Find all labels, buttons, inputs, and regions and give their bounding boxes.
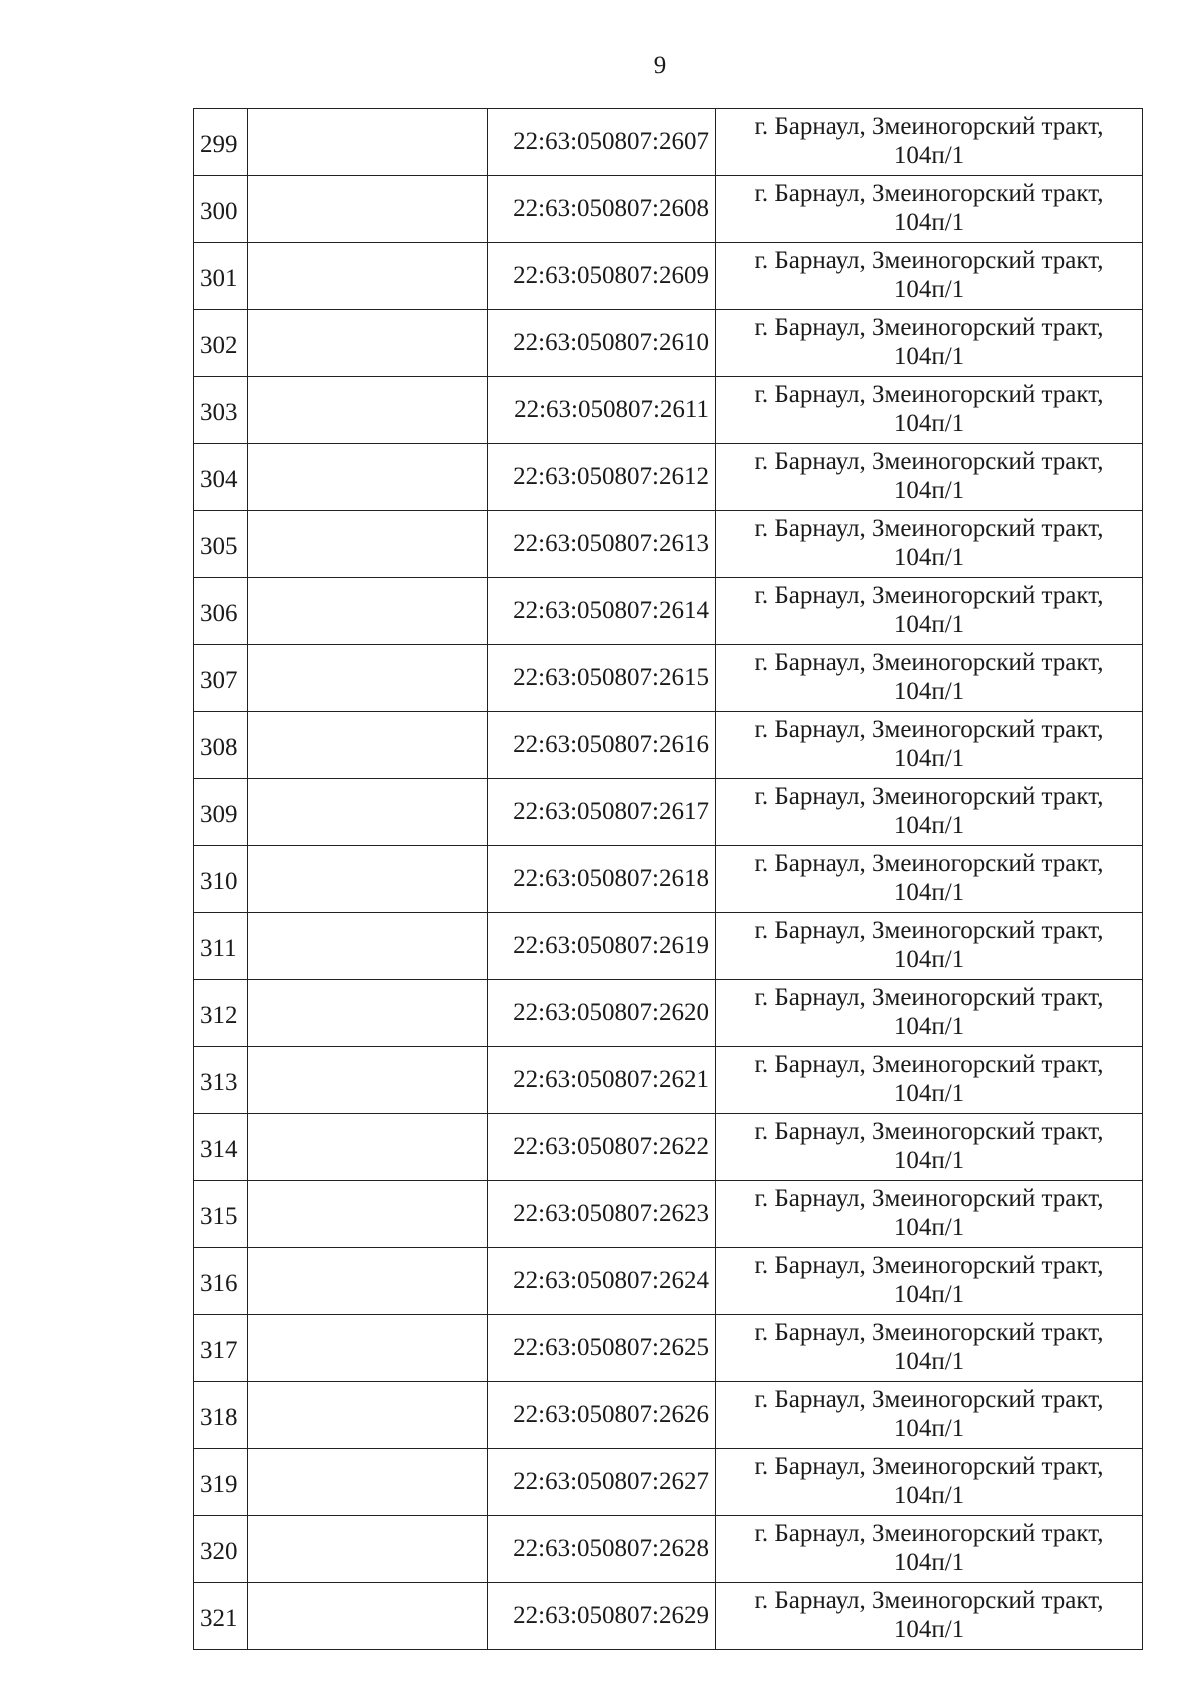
table-row (194, 846, 1143, 913)
row-number-cell: 308 (194, 712, 248, 779)
table-row (194, 377, 1143, 444)
address-line-2: 104п/1 (893, 1214, 965, 1241)
address-line-1: г. Барнаул, Змеиногорский тракт, (754, 1453, 1104, 1481)
address-line-2: 104п/1 (893, 276, 965, 303)
blank-cell (248, 779, 488, 846)
cadastral-number-cell: 22:63:050807:2622 (488, 1114, 716, 1181)
address-cell (716, 712, 1143, 779)
table-row (194, 578, 1143, 645)
cadastral-number-cell: 22:63:050807:2625 (488, 1315, 716, 1382)
address-line-1: г. Барнаул, Змеиногорский тракт, (754, 1051, 1104, 1079)
cadastral-number-cell: 22:63:050807:2607 (488, 109, 716, 176)
address-line-1: г. Барнаул, Змеиногорский тракт, (754, 113, 1104, 141)
row-number-cell: 307 (194, 645, 248, 712)
address-cell (716, 913, 1143, 980)
address-cell (716, 1114, 1143, 1181)
address-line-2: 104п/1 (893, 1147, 965, 1174)
row-number-cell: 319 (194, 1449, 248, 1516)
table-row (194, 980, 1143, 1047)
cadastral-number-cell: 22:63:050807:2619 (488, 913, 716, 980)
blank-cell (248, 712, 488, 779)
blank-cell (248, 1181, 488, 1248)
cadastral-number-cell: 22:63:050807:2620 (488, 980, 716, 1047)
address-line-1: г. Барнаул, Змеиногорский тракт, (754, 247, 1104, 275)
address-line-1: г. Барнаул, Змеиногорский тракт, (754, 381, 1104, 409)
table-row (194, 1516, 1143, 1583)
table-row (194, 243, 1143, 310)
blank-cell (248, 243, 488, 310)
cadastral-number-cell: 22:63:050807:2628 (488, 1516, 716, 1583)
cadastral-number-cell: 22:63:050807:2610 (488, 310, 716, 377)
address-line-2: 104п/1 (893, 1415, 965, 1442)
address-line-1: г. Барнаул, Змеиногорский тракт, (754, 515, 1104, 543)
address-cell (716, 1382, 1143, 1449)
cadastral-number-cell: 22:63:050807:2618 (488, 846, 716, 913)
blank-cell (248, 645, 488, 712)
blank-cell (248, 1449, 488, 1516)
address-line-1: г. Барнаул, Змеиногорский тракт, (754, 649, 1104, 677)
cadastral-number-cell: 22:63:050807:2615 (488, 645, 716, 712)
address-line-1: г. Барнаул, Змеиногорский тракт, (754, 1252, 1104, 1280)
address-cell (716, 109, 1143, 176)
address-cell (716, 1516, 1143, 1583)
address-line-2: 104п/1 (893, 1549, 965, 1576)
address-cell (716, 511, 1143, 578)
address-line-2: 104п/1 (893, 544, 965, 571)
row-number-cell: 306 (194, 578, 248, 645)
row-number-cell: 305 (194, 511, 248, 578)
cadastral-number-cell: 22:63:050807:2614 (488, 578, 716, 645)
address-cell (716, 243, 1143, 310)
address-line-2: 104п/1 (893, 1348, 965, 1375)
address-cell (716, 377, 1143, 444)
row-number-cell: 299 (194, 109, 248, 176)
address-cell (716, 1449, 1143, 1516)
row-number-cell: 311 (194, 913, 248, 980)
table-row (194, 1181, 1143, 1248)
blank-cell (248, 109, 488, 176)
table-row (194, 645, 1143, 712)
row-number-cell: 301 (194, 243, 248, 310)
address-line-2: 104п/1 (893, 611, 965, 638)
blank-cell (248, 913, 488, 980)
cadastral-number-cell: 22:63:050807:2624 (488, 1248, 716, 1315)
land-plots-table (193, 108, 1143, 1650)
blank-cell (248, 444, 488, 511)
row-number-cell: 304 (194, 444, 248, 511)
table-row (194, 310, 1143, 377)
address-line-1: г. Барнаул, Змеиногорский тракт, (754, 180, 1104, 208)
address-line-2: 104п/1 (893, 142, 965, 169)
blank-cell (248, 511, 488, 578)
cadastral-number-cell: 22:63:050807:2608 (488, 176, 716, 243)
cadastral-number-cell: 22:63:050807:2623 (488, 1181, 716, 1248)
address-line-2: 104п/1 (893, 1080, 965, 1107)
row-number-cell: 312 (194, 980, 248, 1047)
address-line-1: г. Барнаул, Змеиногорский тракт, (754, 314, 1104, 342)
row-number-cell: 315 (194, 1181, 248, 1248)
address-line-1: г. Барнаул, Змеиногорский тракт, (754, 1319, 1104, 1347)
address-line-1: г. Барнаул, Змеиногорский тракт, (754, 716, 1104, 744)
address-line-1: г. Барнаул, Змеиногорский тракт, (754, 582, 1104, 610)
address-cell (716, 846, 1143, 913)
address-line-2: 104п/1 (893, 946, 965, 973)
address-line-2: 104п/1 (893, 1616, 965, 1643)
address-line-1: г. Барнаул, Змеиногорский тракт, (754, 1118, 1104, 1146)
row-number-cell: 320 (194, 1516, 248, 1583)
row-number-cell: 317 (194, 1315, 248, 1382)
table-row (194, 1114, 1143, 1181)
table-row (194, 176, 1143, 243)
row-number-cell: 321 (194, 1583, 248, 1650)
address-line-2: 104п/1 (893, 209, 965, 236)
cadastral-number-cell: 22:63:050807:2613 (488, 511, 716, 578)
address-cell (716, 1181, 1143, 1248)
address-line-2: 104п/1 (893, 343, 965, 370)
blank-cell (248, 176, 488, 243)
blank-cell (248, 1047, 488, 1114)
cadastral-number-cell: 22:63:050807:2611 (488, 377, 716, 444)
page-number: 9 (653, 52, 667, 79)
address-line-2: 104п/1 (893, 477, 965, 504)
address-line-1: г. Барнаул, Змеиногорский тракт, (754, 917, 1104, 945)
address-line-1: г. Барнаул, Змеиногорский тракт, (754, 850, 1104, 878)
blank-cell (248, 1516, 488, 1583)
table-row (194, 1248, 1143, 1315)
address-line-2: 104п/1 (893, 745, 965, 772)
address-line-1: г. Барнаул, Змеиногорский тракт, (754, 1386, 1104, 1414)
table-row (194, 712, 1143, 779)
address-cell (716, 1248, 1143, 1315)
row-number-cell: 300 (194, 176, 248, 243)
blank-cell (248, 578, 488, 645)
cadastral-number-cell: 22:63:050807:2617 (488, 779, 716, 846)
cadastral-number-cell: 22:63:050807:2612 (488, 444, 716, 511)
row-number-cell: 318 (194, 1382, 248, 1449)
table-row (194, 1315, 1143, 1382)
blank-cell (248, 310, 488, 377)
address-cell (716, 1047, 1143, 1114)
row-number-cell: 309 (194, 779, 248, 846)
address-cell (716, 310, 1143, 377)
address-line-1: г. Барнаул, Змеиногорский тракт, (754, 783, 1104, 811)
blank-cell (248, 980, 488, 1047)
address-cell (716, 779, 1143, 846)
address-line-2: 104п/1 (893, 1013, 965, 1040)
address-line-1: г. Барнаул, Змеиногорский тракт, (754, 1185, 1104, 1213)
cadastral-number-cell: 22:63:050807:2616 (488, 712, 716, 779)
row-number-cell: 303 (194, 377, 248, 444)
address-line-1: г. Барнаул, Змеиногорский тракт, (754, 448, 1104, 476)
table-row (194, 109, 1143, 176)
blank-cell (248, 377, 488, 444)
table-row (194, 779, 1143, 846)
table-row (194, 444, 1143, 511)
address-line-2: 104п/1 (893, 678, 965, 705)
address-line-1: г. Барнаул, Змеиногорский тракт, (754, 984, 1104, 1012)
row-number-cell: 310 (194, 846, 248, 913)
cadastral-number-cell: 22:63:050807:2627 (488, 1449, 716, 1516)
address-cell (716, 578, 1143, 645)
address-line-1: г. Барнаул, Змеиногорский тракт, (754, 1520, 1104, 1548)
blank-cell (248, 1382, 488, 1449)
address-line-2: 104п/1 (893, 1482, 965, 1509)
address-cell (716, 1583, 1143, 1650)
cadastral-number-cell: 22:63:050807:2626 (488, 1382, 716, 1449)
blank-cell (248, 1248, 488, 1315)
table-row (194, 1047, 1143, 1114)
address-line-2: 104п/1 (893, 812, 965, 839)
table-row (194, 1449, 1143, 1516)
address-line-2: 104п/1 (893, 410, 965, 437)
address-line-2: 104п/1 (893, 1281, 965, 1308)
blank-cell (248, 846, 488, 913)
address-cell (716, 645, 1143, 712)
table-row (194, 511, 1143, 578)
address-cell (716, 176, 1143, 243)
row-number-cell: 316 (194, 1248, 248, 1315)
cadastral-number-cell: 22:63:050807:2621 (488, 1047, 716, 1114)
table-body (194, 109, 1143, 1650)
address-cell (716, 1315, 1143, 1382)
cadastral-number-cell: 22:63:050807:2629 (488, 1583, 716, 1650)
row-number-cell: 302 (194, 310, 248, 377)
address-cell (716, 444, 1143, 511)
blank-cell (248, 1114, 488, 1181)
blank-cell (248, 1583, 488, 1650)
row-number-cell: 313 (194, 1047, 248, 1114)
address-cell (716, 980, 1143, 1047)
row-number-cell: 314 (194, 1114, 248, 1181)
address-line-1: г. Барнаул, Змеиногорский тракт, (754, 1587, 1104, 1615)
address-line-2: 104п/1 (893, 879, 965, 906)
blank-cell (248, 1315, 488, 1382)
table-row (194, 1382, 1143, 1449)
table-row (194, 1583, 1143, 1650)
table-row (194, 913, 1143, 980)
cadastral-number-cell: 22:63:050807:2609 (488, 243, 716, 310)
